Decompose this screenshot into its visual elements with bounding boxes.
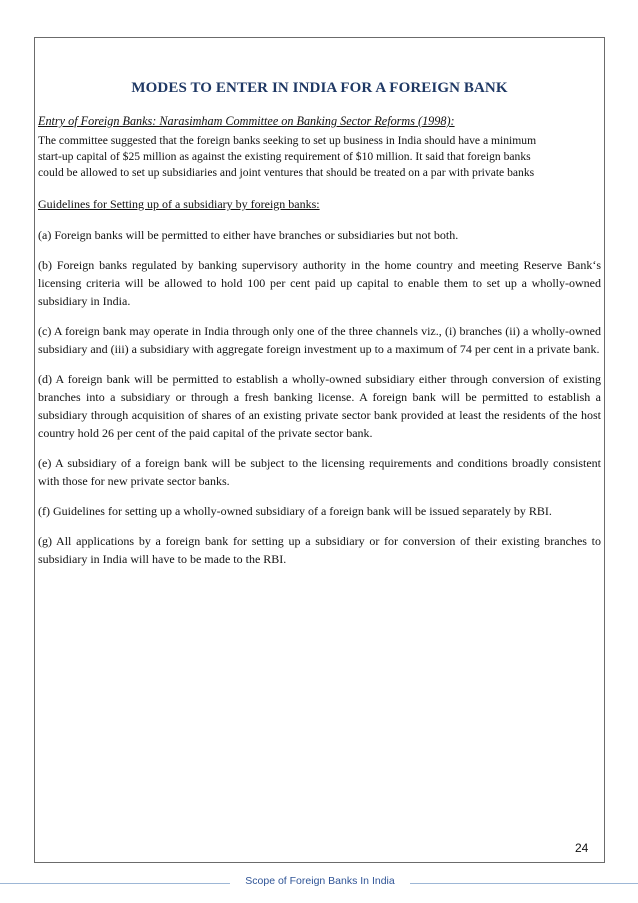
guideline-d: (d) A foreign bank will be permitted to establish a wholly-owned subsidiary either through conversion of existing branches into a subsidiary or through a fresh banking license. A foreign bank will be permitted to establish a subsidiary through acquisition of shares of an existing private sector bank provided at least the residents of the host country hold 26 per cent of the paid capital of the private sector bank. bbox=[38, 371, 601, 440]
page-number: 24 bbox=[575, 841, 589, 855]
intro-line: The committee suggested that the foreign banks seeking to set up business in India should have a minimum bbox=[38, 134, 537, 147]
footer-rule-right bbox=[410, 883, 638, 884]
page-footer bbox=[0, 875, 638, 891]
section-subtitle: Entry of Foreign Banks: Narasimham Committee on Banking Sector Reforms (1998): bbox=[38, 114, 455, 128]
guideline-c: (c) A foreign bank may operate in India through only one of the three channels viz., (i) branches (ii) a wholly-owned subsidiary and (iii) a subsidiary with aggregate foreign investment up to a maximum of 74 per cent in a private bank. bbox=[38, 323, 601, 356]
guideline-f: (f) Guidelines for setting up a wholly-owned subsidiary of a foreign bank will be issued separately by RBI. bbox=[38, 503, 552, 518]
intro-line: could be allowed to set up subsidiaries and joint ventures that should be treated on a par with private banks bbox=[38, 166, 535, 180]
guideline-b: (b) Foreign banks regulated by banking supervisory authority in the home country and meeting Reserve Bank‘s licensing criteria will be allowed to hold 100 per cent paid up capital to enable them to set up a wholly-owned subsidiary in India. bbox=[38, 257, 601, 308]
document-title: MODES TO ENTER IN INDIA FOR A FOREIGN BANK bbox=[131, 80, 508, 96]
guideline-e: (e) A subsidiary of a foreign bank will be subject to the licensing requirements and conditions broadly consistent with those for new private sector banks. bbox=[38, 455, 601, 488]
guidelines-heading: Guidelines for Setting up of a subsidiary by foreign banks: bbox=[38, 196, 320, 211]
intro-paragraph bbox=[38, 133, 601, 182]
footer-rule-left bbox=[0, 883, 230, 884]
guideline-g: (g) All applications by a foreign bank for setting up a subsidiary or for conversion of their existing branches to subsidiary in India will have to be made to the RBI. bbox=[38, 533, 601, 566]
footer-title: Scope of Foreign Banks In India bbox=[245, 875, 395, 887]
guideline-a: (a) Foreign banks will be permitted to either have branches or subsidiaries but not both. bbox=[38, 227, 459, 242]
intro-line: start-up capital of $25 million as against the existing requirement of $10 million. It said that foreign banks bbox=[38, 150, 531, 164]
document-body bbox=[38, 80, 601, 580]
